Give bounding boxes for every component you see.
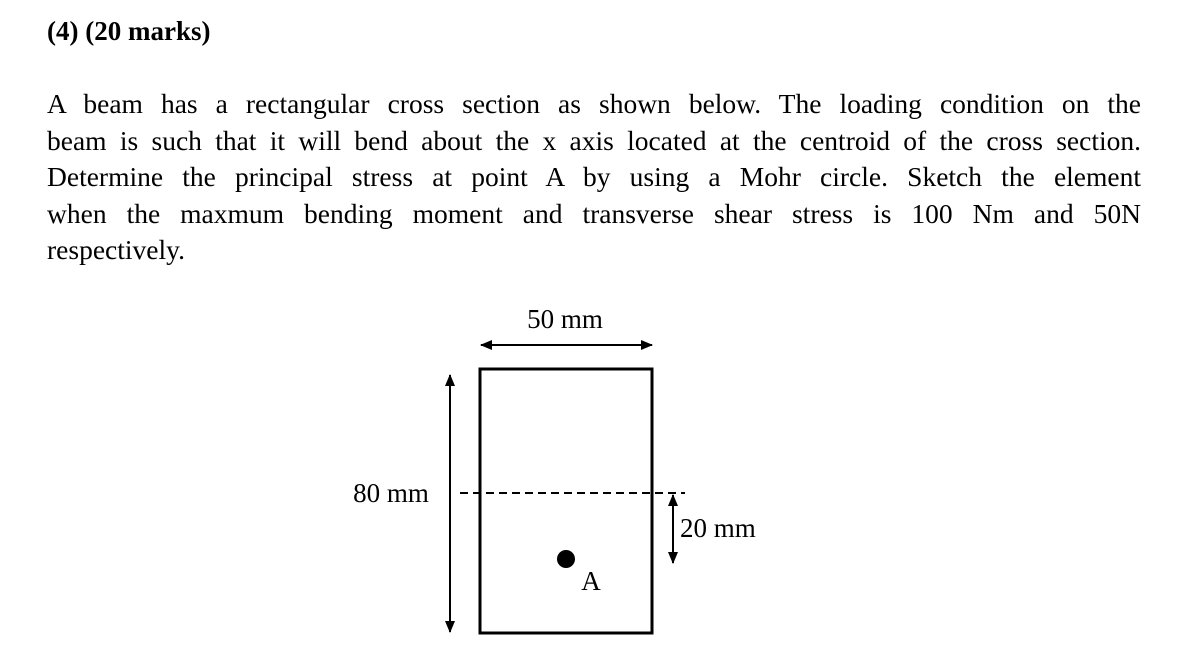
beam-cross-section-rectangle [480, 369, 652, 633]
offset-dimension-label: 20 mm [680, 513, 756, 543]
problem-line-3: Determine the principal stress at point A by using a Mohr circle. Sketch the element [47, 161, 1141, 192]
height-dimension-label: 80 mm [353, 478, 429, 508]
problem-line-4: when the maxmum bending moment and transverse shear stress is 100 Nm and 50N [47, 197, 1141, 229]
point-a-label: A [581, 566, 601, 596]
problem-line-5: respectively. [47, 234, 185, 265]
problem-line-2: beam is such that it will bend about the x axis located at the centroid of the cross section. [47, 124, 1141, 156]
width-dimension-label: 50 mm [527, 304, 603, 334]
problem-line-1: A beam has a rectangular cross section as shown below. The loading condition on the [47, 88, 1141, 119]
question-heading: (4) (20 marks) [47, 16, 211, 46]
point-a-marker [557, 550, 575, 568]
